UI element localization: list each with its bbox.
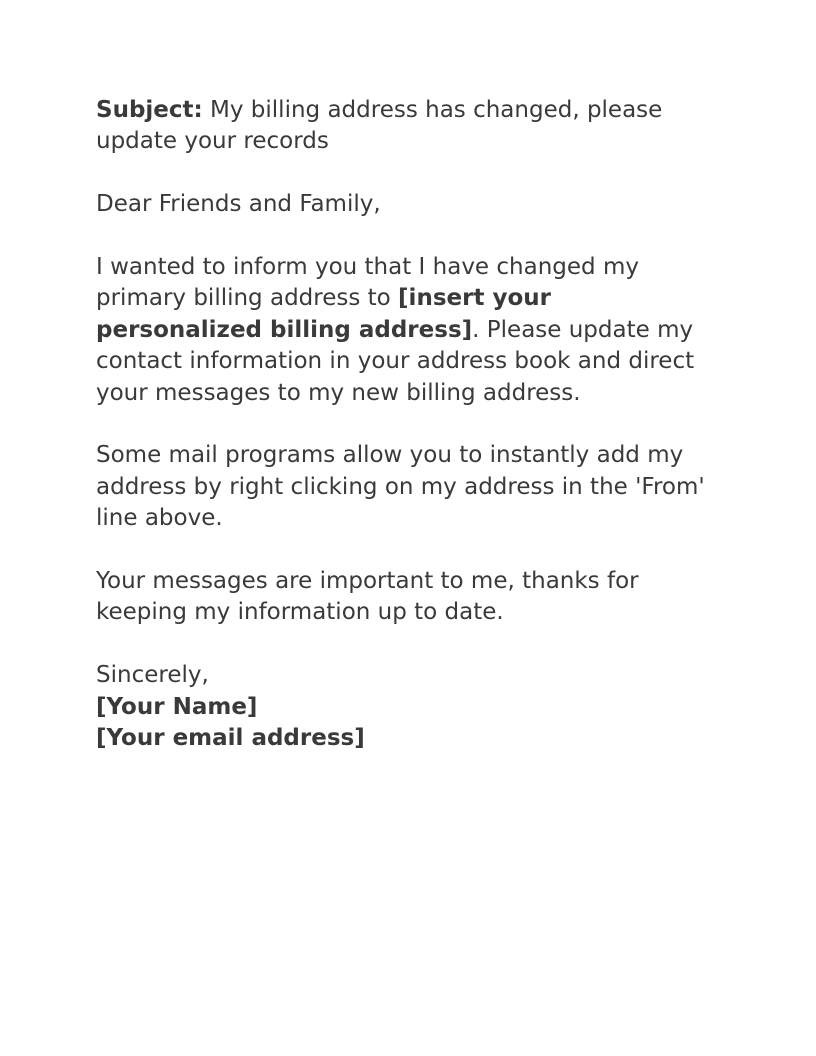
subject-line [96, 95, 722, 158]
email-placeholder: [Your email address] [96, 725, 365, 752]
signoff: Sincerely, [96, 662, 209, 689]
paragraph-mail-programs: Some mail programs allow you to instantly add my address by right clicking on my address in the 'From' line above. [96, 442, 705, 532]
greeting: Dear Friends and Family, [96, 191, 381, 218]
subject-label: Subject: [96, 97, 203, 123]
subject-text: My billing address has changed, please update your records [96, 97, 663, 155]
paragraph-thanks: Your messages are important to me, thanks for keeping my information up to date. [96, 568, 639, 626]
paragraph-billing-change [96, 252, 722, 409]
name-placeholder: [Your Name] [96, 693, 258, 720]
paragraph1-intro: I wanted to inform you that I have changed my primary billing address to [96, 254, 639, 312]
paragraph1-outro: . Please update my contact information in your address book and direct your messages to my new billing address. [96, 316, 695, 406]
closing-block [96, 660, 722, 754]
billing-address-placeholder: [insert your personalized billing address] [96, 285, 551, 343]
letter-body [96, 95, 722, 754]
